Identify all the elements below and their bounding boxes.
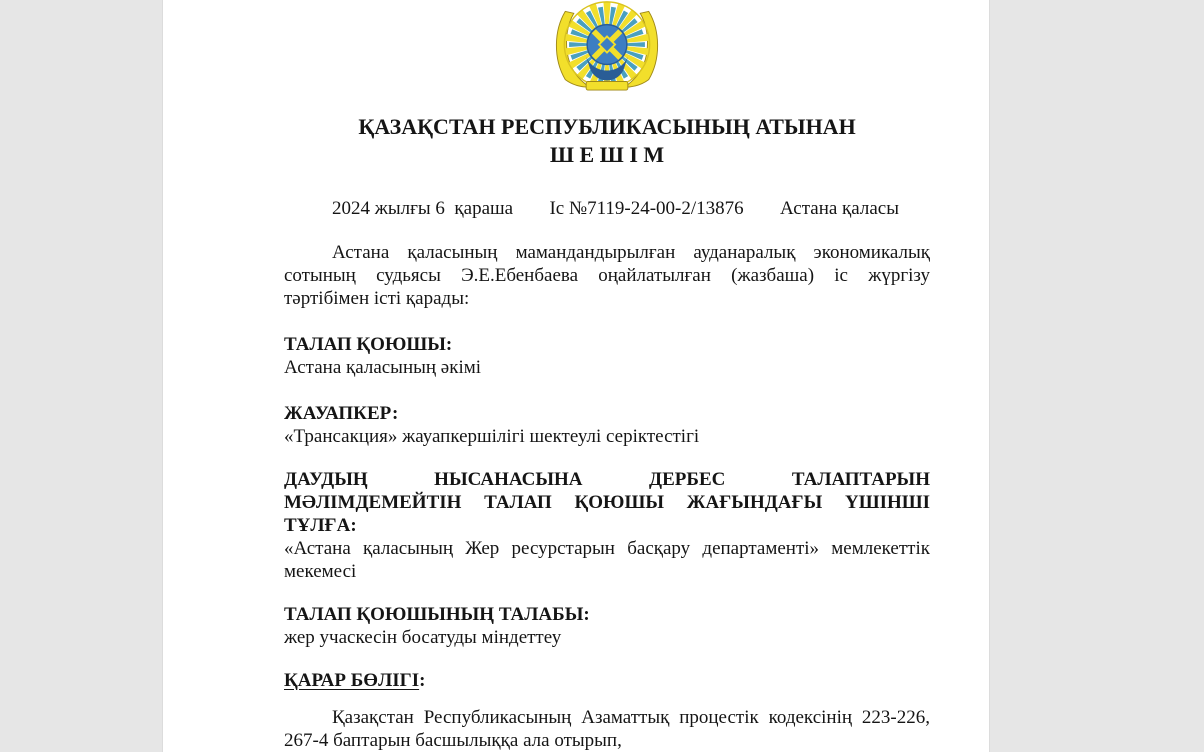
section-value: жер учаскесін босатуды міндеттеу	[284, 627, 562, 648]
section-label: ТАЛАП ҚОЮШЫНЫҢ ТАЛАБЫ:	[284, 604, 590, 625]
closing-paragraph	[284, 706, 930, 752]
section-label-line: ТҰЛҒА:	[284, 515, 357, 536]
resolution-heading	[284, 669, 930, 692]
emblem-container	[284, 0, 930, 91]
section-label-line: ДАУДЫҢ НЫСАНАСЫНА ДЕРБЕС ТАЛАПТАРЫН	[284, 469, 930, 490]
section-value: Астана қаласының әкімі	[284, 357, 482, 378]
case-number: Іс №7119-24-00-2/13876	[549, 198, 744, 219]
decision-date: 2024 жылғы 6 қараша	[332, 198, 514, 219]
section-third-party	[284, 468, 930, 583]
document-content	[284, 0, 930, 752]
resolution-heading-text: ҚАРАР БӨЛІГІ	[284, 670, 420, 691]
section-value-line: «Астана қаласының Жер ресурстарын басқару департаменті» мемлекеттік	[284, 538, 930, 559]
intro-line: Астана қаласының мамандандырылған ауданаралық экономикалық	[332, 242, 930, 263]
section-label: ЖАУАПКЕР:	[284, 403, 399, 424]
intro-line: сотының судьясы Э.Е.Ебенбаева оңайлатылған (жазбаша) іс жүргізу	[284, 265, 930, 286]
city-name: Астана қаласы	[780, 198, 899, 219]
section-plaintiff	[284, 333, 930, 379]
closing-line: 267-4 баптарын басшылыққа ала отырып,	[284, 730, 622, 751]
document-page	[162, 0, 990, 752]
section-value: «Трансакция» жауапкершілігі шектеулі серіктестігі	[284, 426, 700, 447]
intro-line: тәртібімен істі қарады:	[284, 288, 470, 309]
closing-line: Қазақстан Республикасының Азаматтық процестік кодексінің 223-226,	[332, 707, 930, 728]
section-value-line: мекемесі	[284, 561, 357, 582]
document-title-line2: Ш Е Ш І М	[549, 142, 665, 167]
section-defendant	[284, 402, 930, 448]
resolution-heading-colon: :	[419, 670, 426, 691]
section-label-line: МӘЛІМДЕМЕЙТІН ТАЛАП ҚОЮШЫ ЖАҒЫНДАҒЫ ҮШІНШІ	[284, 492, 930, 513]
intro-paragraph	[284, 241, 930, 310]
section-label: ТАЛАП ҚОЮШЫ:	[284, 334, 453, 355]
case-info-line	[284, 197, 930, 220]
kazakhstan-coat-of-arms-icon	[549, 0, 665, 91]
section-claim	[284, 603, 930, 649]
document-title-line1: ҚАЗАҚСТАН РЕСПУБЛИКАСЫНЫҢ АТЫНАН	[358, 114, 856, 139]
